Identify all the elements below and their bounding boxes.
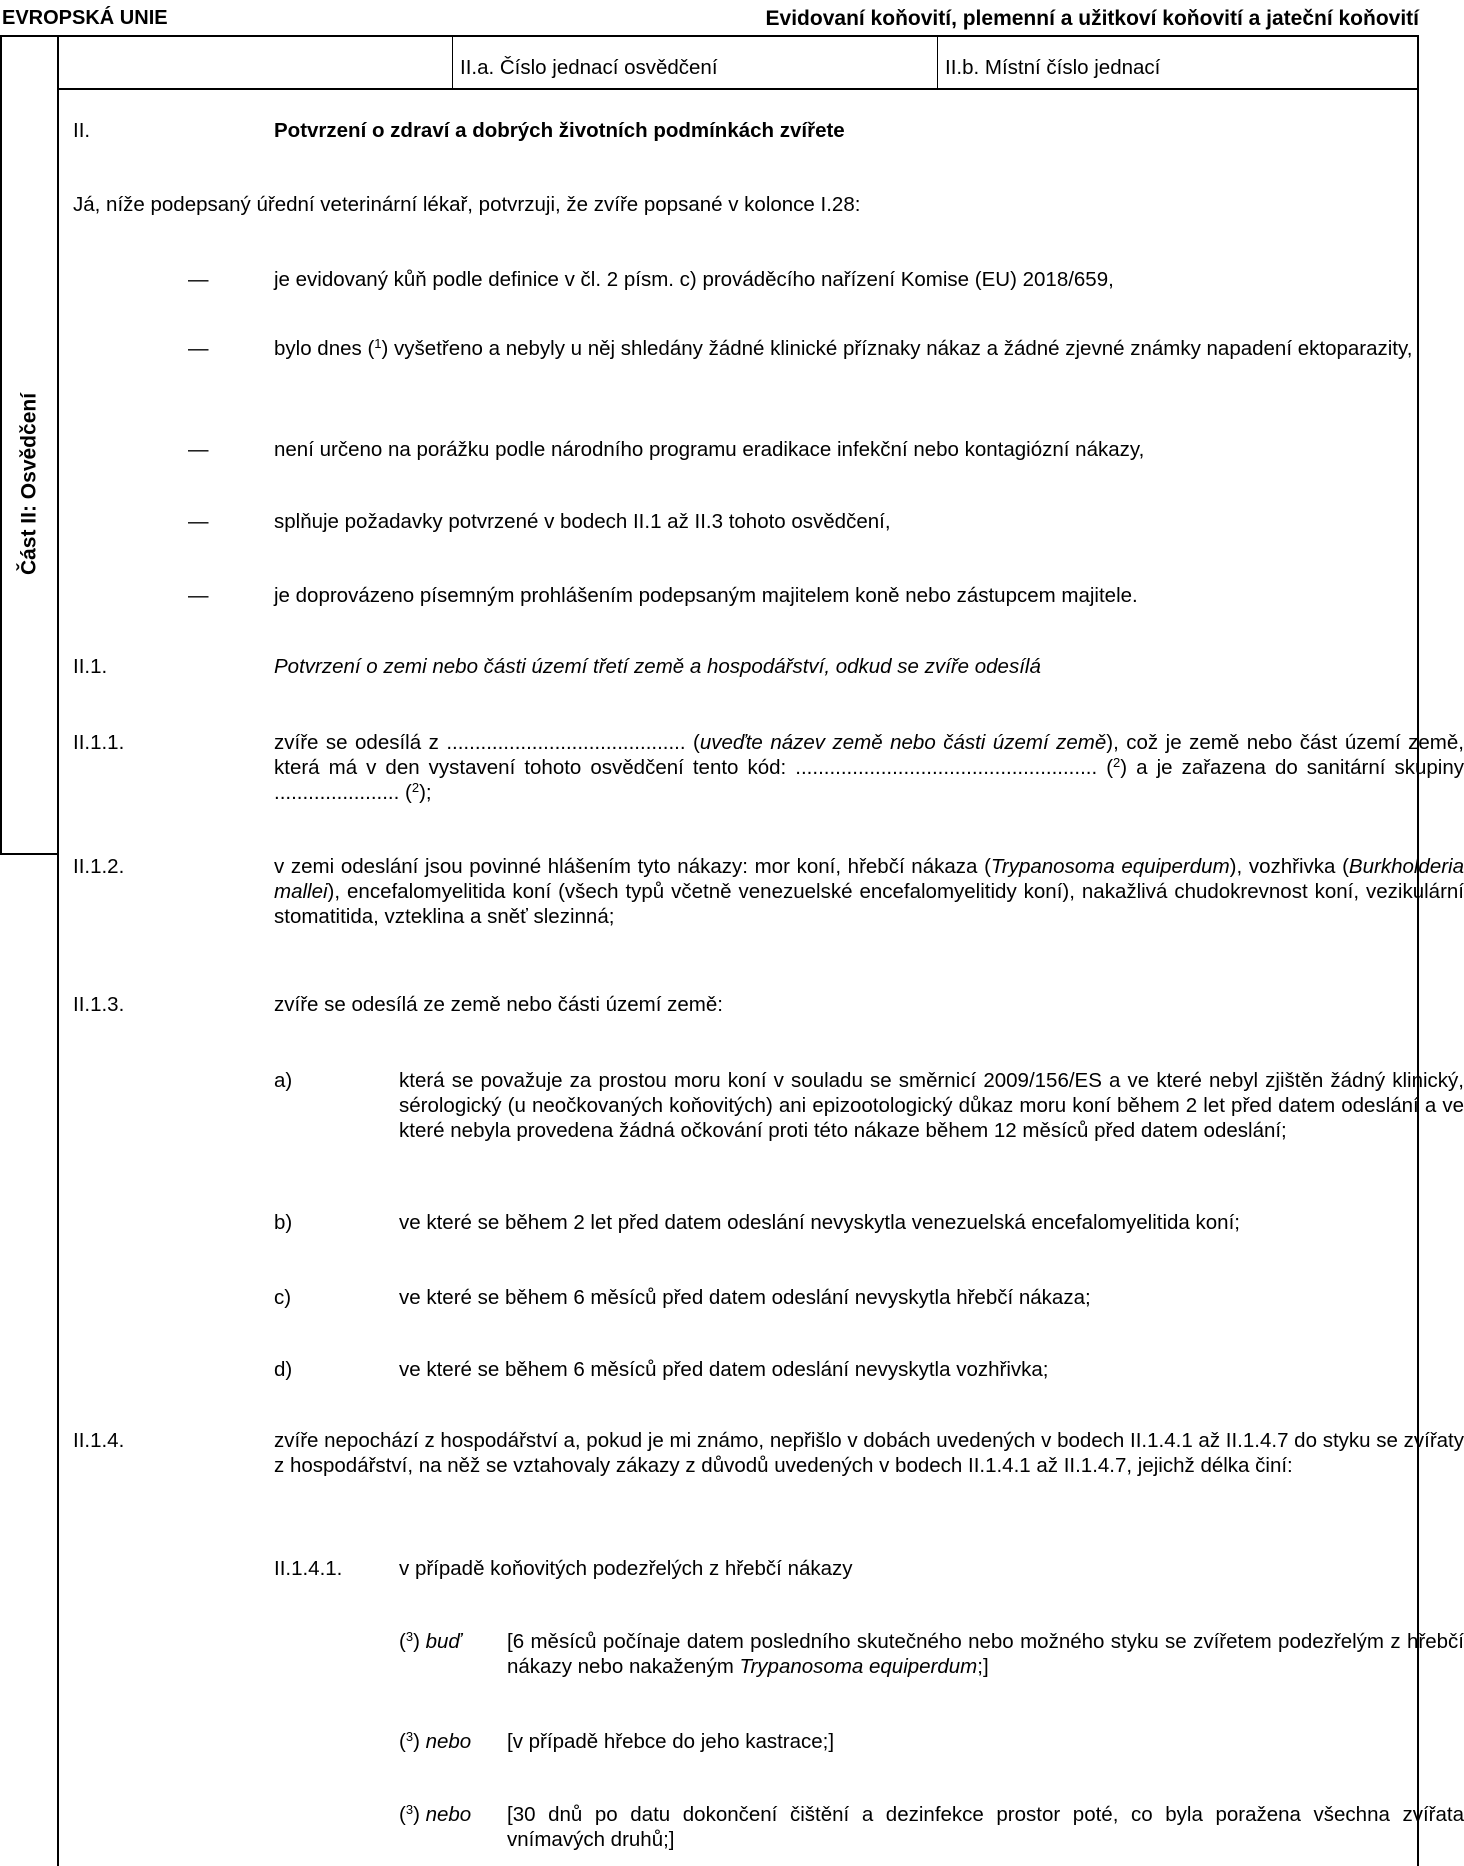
side-column [0,42,58,855]
sub-letter: c) [274,1286,292,1309]
option-text: [v případě hřebce do jeho kastrace;] [507,1730,835,1753]
option-text: [30 dnů po datu dokončení čištění a dezinfekce prostor poté, co byla poražena všechna zvířata vnímavých druhů;] [507,1803,1464,1851]
intro-text: Já, níže podepsaný úřední veterinární lékař, potvrzuji, že zvíře popsané v kolonce I.28: [73,193,861,216]
clause-number: II.1.2. [73,855,125,878]
section-title: Potvrzení o zdraví a dobrých životních podmínkách zvířete [274,119,845,142]
sub-text: ve které se během 2 let před datem odeslání nevyskytla venezuelská encefalomyelitida koní; [399,1211,1240,1234]
ref-divider-1 [452,35,453,89]
bullet-text: je doprovázeno písemným prohlášením podepsaným majitelem koně nebo zástupcem majitele. [274,584,1138,607]
sub-letter: d) [274,1358,293,1381]
clause-number: II.1.1. [73,731,125,754]
dash-mark: — [188,584,209,607]
sub-text: která se považuje za prostou moru koní v souladu se směrnicí 2009/156/ES a ve které nebyl zjištěn žádný klinický, sérologický (u neočkovaných koňovitých) ani epizootologický důkaz moru koní během 2 let před datem odeslání a ve které nebyla provedena žádná očkování proti této nákaze během 12 měsíců před datem odeslání; [399,1069,1464,1142]
section-number: II. [73,119,91,142]
bullet-text: není určeno na porážku podle národního programu eradikace infekční nebo kontagiózní nákazy, [274,438,1145,461]
ref-row-bottom-line [57,88,1419,90]
clause-text: zvíře se odesílá ze země nebo části území země: [274,993,723,1016]
clause-text: v případě koňovitých podezřelých z hřebčí nákazy [399,1557,853,1580]
dash-mark: — [188,438,209,461]
clause-text: v zemi odeslání jsou povinné hlášením tyto nákazy: mor koní, hřebčí nákaza (Trypanosoma equiperdum), vozhřivka (Burkholderia mallei), encefalomyelitida koní (všech typů včetně venezuelské encefalomyelitidy koní), nakažlivá chudokrevnost koní, vezikulární stomatitida, vzteklina a sněť slezinná; [274,855,1464,928]
sub-text: ve které se během 6 měsíců před datem odeslání nevyskytla hřebčí nákaza; [399,1286,1091,1309]
frame-right-line [1417,35,1419,1866]
dash-mark: — [188,510,209,533]
option-marker: ($^3$) nebo [399,1802,472,1826]
dash-mark: — [188,337,209,360]
option-marker: ($^3$) buď [399,1629,462,1653]
clause-number: II.1.3. [73,993,125,1016]
option-text: [6 měsíců počínaje datem posledního skutečného nebo možného styku se zvířetem podezřelým z hřebčí nákazy nebo nakaženým Trypanosoma equiperdum;] [507,1630,1464,1678]
clause-text: zvíře se odesílá z .......................................... (uveďte název země nebo části území země), což je země nebo část území země, která má v den vystavení tohoto osvědčení tento kód: ..................................................... ($^2$) a je zařazena do sanitární skupiny ...................... ($^2$); [274,731,1464,804]
bullet-text: je evidovaný kůň podle definice v čl. 2 písm. c) prováděcího nařízení Komise (EU) 2018/659, [274,268,1114,291]
header-right: Evidovaní koňovití, plemenní a užitkoví koňovití a jateční koňovití [765,7,1419,30]
clause-text: Potvrzení o zemi nebo části území třetí země a hospodářství, odkud se zvíře odesílá [274,655,1041,678]
clause-number: II.1. [73,655,108,678]
ref-local-number: II.b. Místní číslo jednací [945,56,1161,79]
header-left: EVROPSKÁ UNIE [2,7,168,29]
bullet-text: splňuje požadavky potvrzené v bodech II.1 až II.3 tohoto osvědčení, [274,510,891,533]
sub-text: ve které se během 6 měsíců před datem odeslání nevyskytla vozhřivka; [399,1358,1049,1381]
option-marker: ($^3$) nebo [399,1729,472,1753]
sub-letter: a) [274,1069,293,1092]
clause-number: II.1.4.1. [274,1557,343,1580]
side-label: Část II: Osvědčení [17,392,41,576]
ref-divider-2 [937,35,938,89]
clause-number: II.1.4. [73,1429,125,1452]
ref-certificate-number: II.a. Číslo jednací osvědčení [460,56,718,79]
clause-text: zvíře nepochází z hospodářství a, pokud je mi známo, nepřišlo v dobách uvedených v bodech II.1.4.1 až II.1.4.7 do styku se zvířaty z hospodářství, na něž se vztahovaly zákazy z důvodů uvedených v bodech II.1.4.1 až II.1.4.7, jejichž délka činí: [274,1429,1464,1477]
dash-mark: — [188,268,209,291]
bullet-text: bylo dnes ($^1$) vyšetřeno a nebyly u něj shledány žádné klinické příznaky nákaz a žádné zjevné známky napadení ektoparazity, [274,336,1413,360]
sub-letter: b) [274,1211,293,1234]
frame-top-line [0,35,1419,37]
